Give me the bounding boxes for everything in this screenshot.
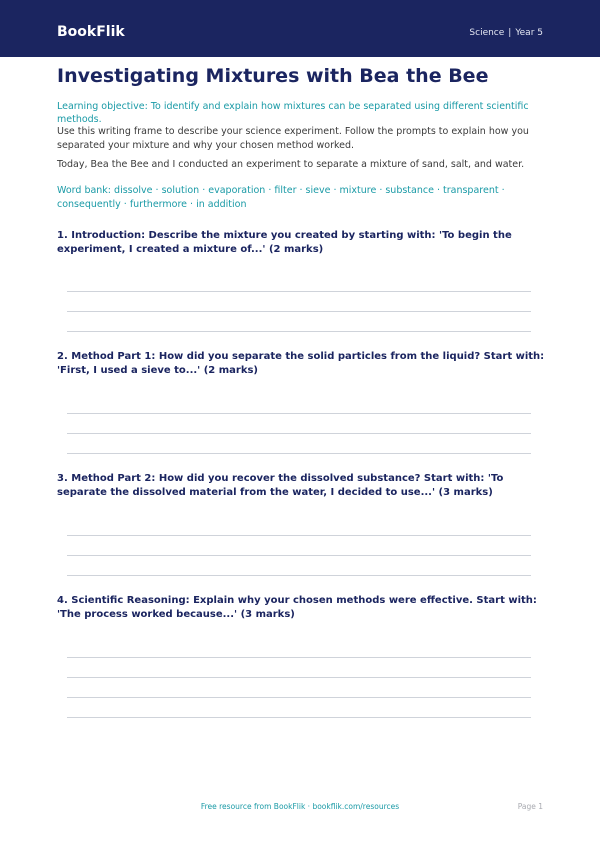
answer-line[interactable]: [67, 291, 531, 292]
question-2: 2. Method Part 1: How did you separate the solid particles from the liquid? Start with: 'First, I used a sieve to...' (2 marks): [57, 351, 545, 376]
page-title: Investigating Mixtures with Bea the Bee: [57, 65, 489, 87]
answer-line[interactable]: [67, 535, 531, 536]
meta-separator: |: [508, 28, 512, 38]
footer-resource-link[interactable]: Free resource from BookFlik · bookflik.com/resources: [200, 802, 400, 811]
answer-line[interactable]: [67, 433, 531, 434]
answer-line[interactable]: [67, 677, 531, 678]
header-bar: [0, 0, 600, 57]
answer-line[interactable]: [67, 575, 531, 576]
brand-logo-text: BookFlik: [57, 24, 125, 40]
context-paragraph: Today, Bea the Bee and I conducted an experiment to separate a mixture of sand, salt, and water.: [57, 159, 525, 170]
page-number: Page 1: [517, 802, 543, 811]
question-4: 4. Scientific Reasoning: Explain why your chosen methods were effective. Start with: 'The process worked because...' (3 marks): [57, 595, 537, 620]
learning-objective: Learning objective: To identify and explain how mixtures can be separated using different scientific methods.: [57, 101, 529, 125]
question-1: 1. Introduction: Describe the mixture you created by starting with: 'To begin the experiment, I created a mixture of...' (2 marks): [57, 230, 512, 255]
answer-line[interactable]: [67, 311, 531, 312]
answer-line[interactable]: [67, 453, 531, 454]
answer-line[interactable]: [67, 697, 531, 698]
subject-year-label: [469, 28, 543, 38]
question-3: 3. Method Part 2: How did you recover the dissolved substance? Start with: 'To separate the dissolved material from the water, I decided to use...' (3 marks): [57, 473, 504, 498]
answer-line[interactable]: [67, 717, 531, 718]
answer-line[interactable]: [67, 331, 531, 332]
year-label: Year 5: [515, 28, 543, 38]
answer-line[interactable]: [67, 413, 531, 414]
word-bank: Word bank: dissolve · solution · evaporation · filter · sieve · mixture · substance · transparent · consequently · furthermore · in addition: [57, 185, 505, 210]
instructions-paragraph: Use this writing frame to describe your science experiment. Follow the prompts to explain how you separated your mixture and why your chosen method worked.: [57, 126, 529, 151]
answer-line[interactable]: [67, 657, 531, 658]
answer-line[interactable]: [67, 555, 531, 556]
subject-label: Science: [469, 28, 505, 38]
